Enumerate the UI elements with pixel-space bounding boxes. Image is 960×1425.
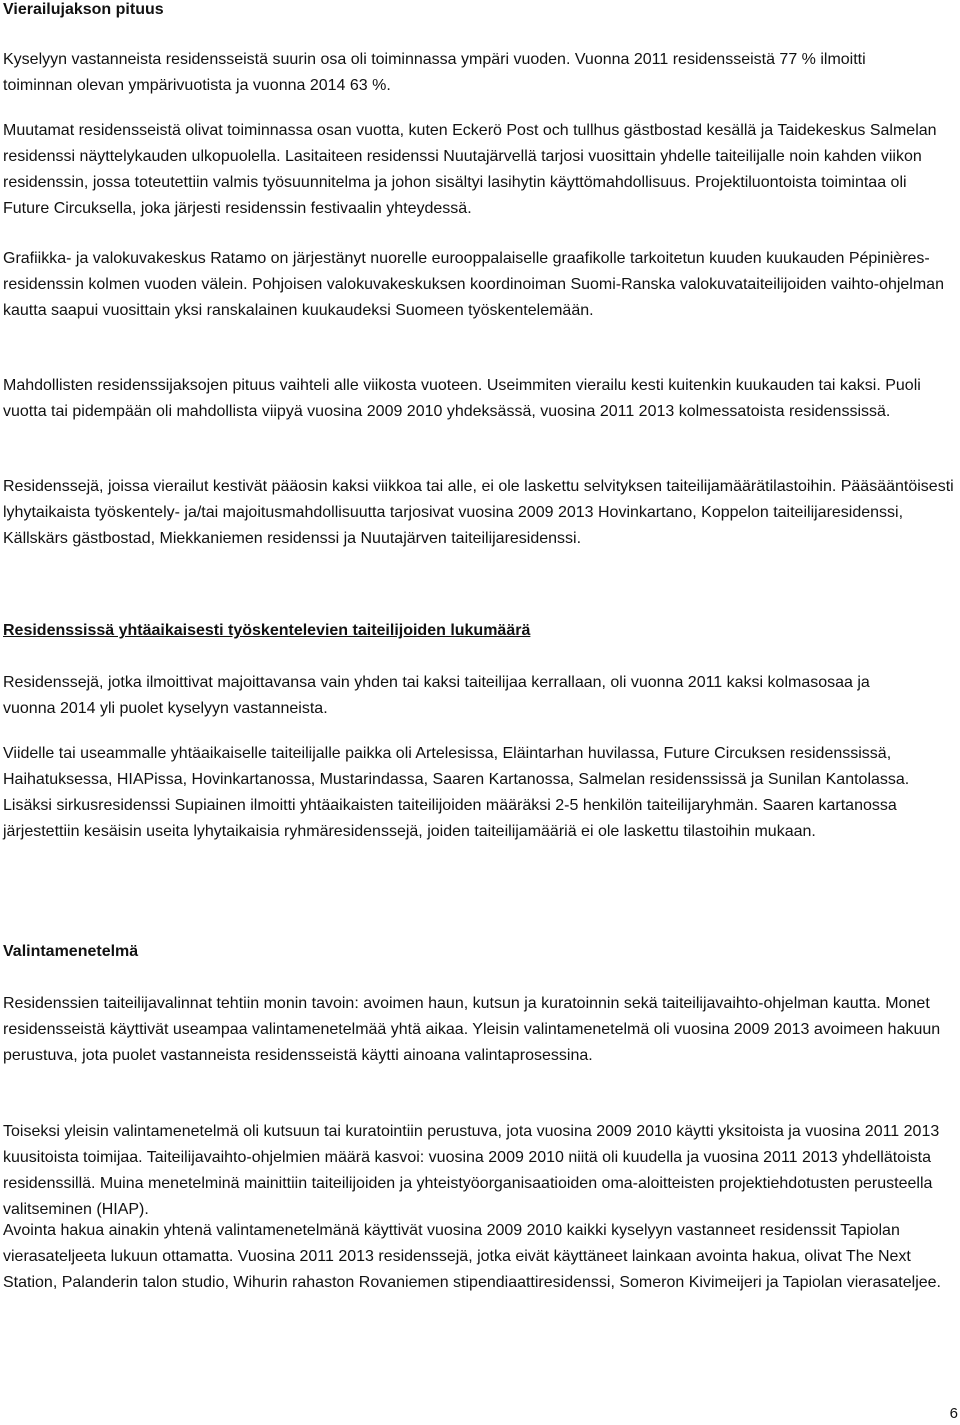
paragraph: Residenssejä, jotka ilmoittivat majoittavansa vain yhden tai kaksi taiteilijaa kerrallaan, oli vuonna 2011 kaksi kolmasosaa ja vuonna 2014 yli puolet kyselyyn vastanneista. [3,674,870,717]
section-heading-selection-method: Valintamenetelmä [3,943,139,960]
paragraph: Residenssien taiteilijavalinnat tehtiin monin tavoin: avoimen haun, kutsun ja kuratoinnin sekä taiteilijavaihto-ohjelman kautta. Monet residensseistä käyttivät useampaa valintamenetelmää yhtä aikaa. Yleisin valintamenetelmä oli vuosina 2009 2013 avoimeen hakuun perustuva, jota puolet vastanneista residensseistä käytti ainoana valintaprosessina. [3,995,941,1064]
paragraph: Grafiikka- ja valokuvakeskus Ratamo on järjestänyt nuorelle eurooppalaiselle graafikolle tarkoitetun kuuden kuukauden Pépinières-residenssin kolmen vuoden välein. Pohjoisen valokuvakeskuksen koordinoiman Suomi-Ranska valokuvataiteilijoiden vaihto-ohjelman kautta saapui vuosittain yksi ranskalainen kuukaudeksi Suomeen työskentelemään. [3,250,944,319]
section-heading-visit-length: Vierailujakson pituus [3,1,164,18]
paragraph: Kyselyyn vastanneista residensseistä suurin osa oli toiminnassa ympäri vuoden. Vuonna 2011 residensseistä 77 % ilmoitti toiminnan olevan ympärivuotista ja vuonna 2014 63 %. [3,51,866,94]
paragraph: Muutamat residensseistä olivat toiminnassa osan vuotta, kuten Eckerö Post och tullhus gästbostad kesällä ja Taidekeskus Salmelan residenssi näyttelykauden ulkopuolella. Lasitaiteen residenssi Nuutajärvellä tarjosi vuosittain yhdelle taiteilijalle noin kahden viikon residenssin, jossa toteutettiin valmis työsuunnitelma ja johon sisältyi lasihytin käyttömahdollisuus. Projektiluontoista toimintaa oli Future Circuksella, joka järjesti residenssin festivaalin yhteydessä. [3,122,937,217]
paragraph: Toiseksi yleisin valintamenetelmä oli kutsuun tai kuratointiin perustuva, jota vuosina 2009 2010 käytti yksitoista ja vuosina 2011 2013 kuusitoista toimijaa. Taiteilijavaihto-ohjelmien määrä kasvoi: vuosina 2009 2010 niitä oli kuudella ja vuosina 2011 2013 yhdellätoista residenssillä. Muina menetelminä mainittiin taiteilijoiden ja yhteistyöorganisaatioiden oma-aloitteisten projektiehdotusten perusteella valitseminen (HIAP). [3,1123,940,1218]
paragraph: Mahdollisten residenssijaksojen pituus vaihteli alle viikosta vuoteen. Useimmiten vierailu kesti kuitenkin kuukauden tai kaksi. Puoli vuotta tai pidempään oli mahdollista viipyä vuosina 2009 2010 yhdeksässä, vuosina 2011 2013 kolmessatoista residenssissä. [3,377,921,420]
paragraph: Avointa hakua ainakin yhtenä valintamenetelmänä käyttivät vuosina 2009 2010 kaikki kyselyyn vastanneet residenssit Tapiolan vierasateljeeta lukuun ottamatta. Vuosina 2011 2013 residenssejä, jotka eivät käyttäneet lainkaan avointa hakua, olivat The Next Station, Palanderin talon studio, Wihurin rahaston Rovaniemen stipendiaattiresidenssi, Someron Kivimeijeri ja Tapiolan vierasateljee. [3,1222,941,1291]
page-number: 6 [949,1405,958,1422]
paragraph: Residenssejä, joissa vierailut kestivät pääosin kaksi viikkoa tai alle, ei ole laskettu selvityksen taiteilijamäärätilastoihin. Pääsääntöisesti lyhytaikaista työskentely- ja/tai majoitusmahdollisuutta tarjosivat vuosina 2009 2013 Hovinkartano, Koppelon taiteilijaresidenssi, Källskärs gästbostad, Miekkaniemen residenssi ja Nuutajärven taiteilijaresidenssi. [3,478,954,547]
paragraph: Viidelle tai useammalle yhtäaikaiselle taiteilijalle paikka oli Artelesissa, Eläintarhan huvilassa, Future Circuksen residenssissä, Haihatuksessa, HIAPissa, Hovinkartanossa, Mustarindassa, Saaren Kartanossa, Salmelan residenssissä ja Sunilan Kantolassa. Lisäksi sirkusresidenssi Supiainen ilmoitti yhtäaikaisten taiteilijoiden määräksi 2-5 henkilön taiteilijaryhmän. Saaren kartanossa järjestettiin kesäisin useita lyhytaikaisia ryhmäresidenssejä, joiden taiteilijamääriä ei ole laskettu tilastoihin mukaan. [3,745,910,840]
section-heading-artist-count: Residenssissä yhtäaikaisesti työskentelevien taiteilijoiden lukumäärä [3,622,531,639]
